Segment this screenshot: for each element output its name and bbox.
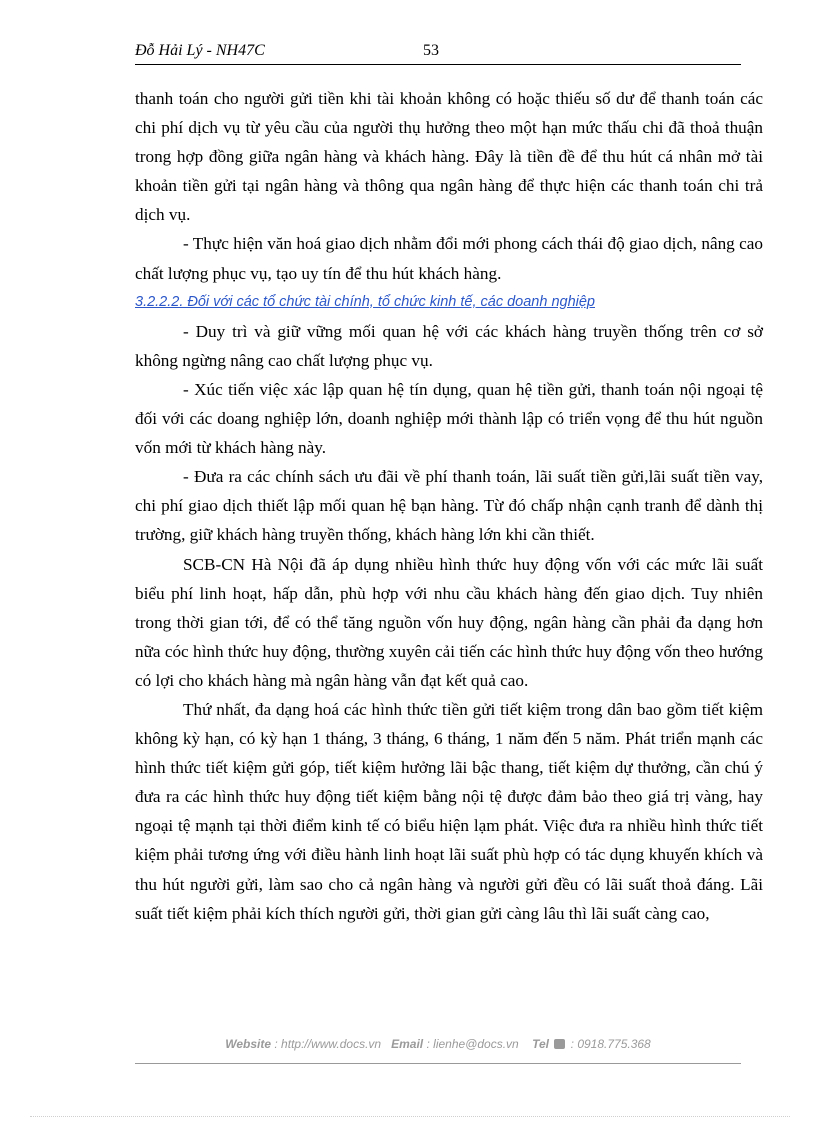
website-label: Website	[225, 1037, 272, 1051]
page-border-dotted	[30, 1116, 790, 1117]
paragraph-bullet: - Thực hiện văn hoá giao dịch nhằm đổi mới phong cách thái độ giao dịch, nâng cao chất lượng phục vụ, tạo uy tín để thu hút khách hàng.	[135, 234, 763, 283]
paragraph: SCB-CN Hà Nội đã áp dụng nhiều hình thức huy động vốn với các mức lãi suất biểu phí linh hoạt, hấp dẫn, phù hợp với nhu cầu khách hàng đến giao dịch. Tuy nhiên trong thời gian tới, để có thể tăng nguồn vốn huy động, ngân hàng cần phải đa dạng hơn nữa cóc hình thức huy động, thường xuyên cải tiến các hình thức huy động vốn theo hướng có lợi cho khách hàng mà ngân hàng vẫn đạt kết quả cao.	[135, 554, 763, 690]
email-label: Email	[391, 1037, 424, 1051]
paragraph-bullet: - Đưa ra các chính sách ưu đãi về phí thanh toán, lãi suất tiền gửi,lãi suất tiền vay, chi phí giao dịch thiết lập mối quan hệ bạn hàng. Từ đó chấp nhận cạnh tranh để dành thị trường, giữ khách hàng truyền thống, khách hàng lớn khi cần thiết.	[135, 467, 763, 545]
paragraph-bullet: - Duy trì và giữ vững mối quan hệ với các khách hàng truyền thống trên cơ sở không ngừng nâng cao chất lượng phục vụ.	[135, 321, 763, 370]
paragraph: Thứ nhất, đa dạng hoá các hình thức tiền gửi tiết kiệm trong dân bao gồm tiết kiệm không kỳ hạn, có kỳ hạn 1 tháng, 3 tháng, 6 tháng, 1 năm đến 5 năm. Phát triển mạnh các hình thức tiết kiệm gửi góp, tiết kiệm hưởng lãi bậc thang, tiết kiệm dự thưởng, cần chú ý đưa ra các hình thức huy động tiết kiệm bằng nội tệ được đảm bảo theo giá trị vàng, hay ngoại tệ mạnh tại thời điểm kinh tế có biểu hiện lạm phát. Việc đưa ra nhiều hình thức tiết kiệm phải tương ứng với điều hành linh hoạt lãi suất phù hợp có tác dụng khuyến khích và thu hút người gửi, làm sao cho cả ngân hàng và người gửi đều có lãi suất thoả đáng. Lãi suất tiết kiệm phải kích thích người gửi, thời gian gửi càng lâu thì lãi suất càng cao,	[135, 699, 763, 923]
page-header	[135, 42, 741, 65]
page-footer	[135, 1037, 741, 1064]
email-link[interactable]: : lienhe@docs.vn	[426, 1037, 519, 1051]
website-link[interactable]: : http://www.docs.vn	[274, 1037, 382, 1051]
tel-value: : 0918.775.368	[570, 1037, 651, 1051]
paragraph-bullet: - Xúc tiến việc xác lập quan hệ tín dụng, quan hệ tiền gửi, thanh toán nội ngoại tệ đối với các doang nghiệp lớn, doanh nghiệp mới thành lập có triển vọng để thu hút nguồn vốn mới từ khách hàng này.	[135, 379, 763, 458]
page-number: 53	[423, 42, 439, 59]
telephone-icon	[554, 1039, 565, 1049]
section-heading-link[interactable]: 3.2.2.2. Đối với các tổ chức tài chính, tổ chức kinh tế, các doanh nghiệp	[135, 293, 595, 310]
paragraph-continuation: thanh toán cho người gửi tiền khi tài khoản không có hoặc thiếu số dư để thanh toán các chi phí dịch vụ từ yêu cầu của người thụ hưởng theo một hạn mức thấu chi đã thoả thuận trong hợp đồng giữa ngân hàng và khách hàng. Đây là tiền đề để thu hút cá nhân mở tài khoản tiền gửi tại ngân hàng và thông qua ngân hàng để thực hiện các thanh toán chi trả dịch vụ.	[135, 89, 763, 225]
author-label: Đỗ Hải Lý - NH47C	[135, 42, 265, 59]
tel-label: Tel	[532, 1037, 549, 1051]
document-body	[135, 84, 763, 928]
